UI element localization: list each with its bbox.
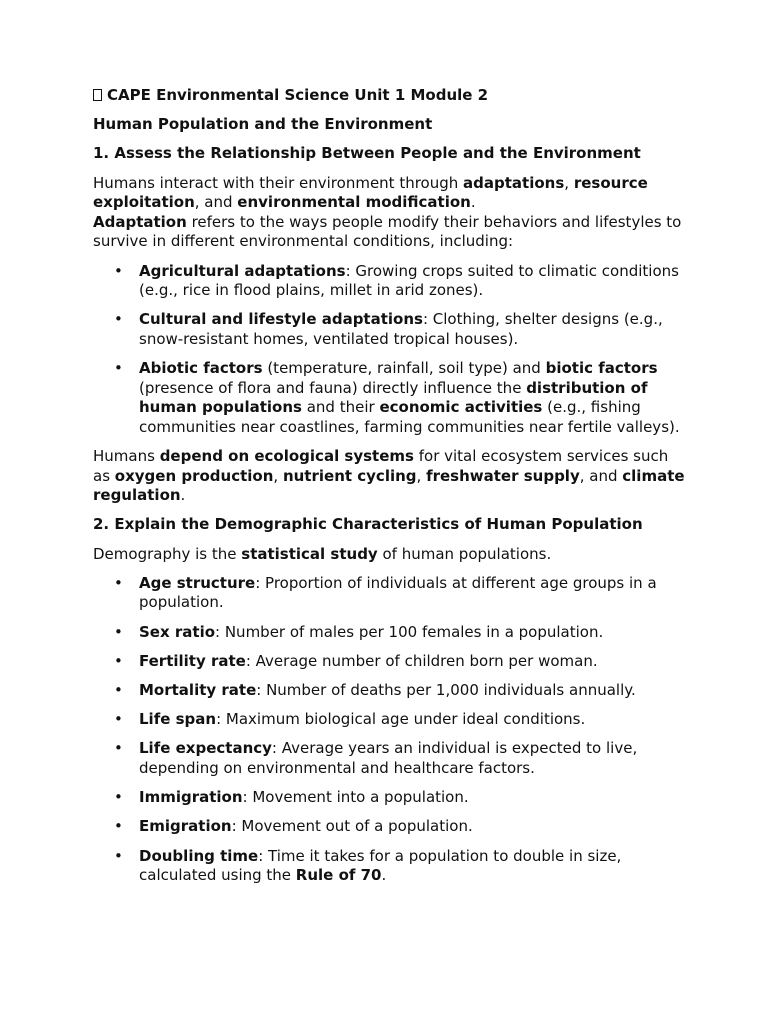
text-run: .: [180, 486, 186, 505]
section-1-intro-paragraph: [93, 174, 688, 252]
bold-term: economic activities: [379, 398, 543, 417]
text-run: (temperature, rainfall, soil type) and: [262, 359, 546, 378]
text-run: : Time it takes for a population to double in size, calculated using the: [139, 846, 622, 885]
text-run: .: [381, 866, 387, 885]
document-title-text: CAPE Environmental Science Unit 1 Module 2: [107, 86, 489, 104]
bold-term: Fertility rate: [139, 651, 246, 670]
bold-term: Immigration: [139, 788, 243, 807]
bold-term: oxygen production: [114, 466, 274, 485]
bullet-marker: •: [114, 573, 123, 592]
bullet-marker: •: [114, 359, 123, 378]
text-run: Humans interact with their environment through: [93, 173, 464, 192]
text-run: for vital ecosystem services such as: [93, 447, 669, 485]
bold-term: Abiotic factors: [139, 359, 263, 378]
bullet-marker: •: [114, 622, 123, 641]
bold-term: resource exploitation: [93, 173, 648, 212]
bold-term: Life expectancy: [139, 739, 272, 758]
list-item: [93, 788, 688, 808]
bold-term: Doubling time: [139, 846, 259, 865]
text-run: (presence of flora and fauna) directly influence the: [139, 378, 527, 397]
text-run: : Growing crops suited to climatic conditions (e.g., rice in flood plains, millet in arid zones).: [139, 261, 679, 300]
bold-term: nutrient cycling: [282, 466, 417, 485]
section-1-bullet-list: [93, 262, 688, 438]
text-run: ,: [564, 173, 574, 192]
text-run: .: [470, 193, 476, 212]
bullet-marker: •: [114, 651, 123, 670]
bold-term: Cultural and lifestyle adaptations: [139, 310, 423, 329]
text-run: ,: [416, 466, 427, 485]
bullet-marker: •: [114, 846, 123, 865]
bold-term: Mortality rate: [139, 680, 257, 699]
bullet-marker: •: [114, 310, 123, 329]
list-item: [93, 817, 688, 837]
list-item: [93, 310, 688, 349]
text-run: of human populations.: [377, 544, 552, 563]
bold-term: Emigration: [139, 817, 232, 836]
bullet-marker: •: [114, 680, 123, 699]
text-run: Demography is the: [93, 544, 242, 563]
bold-term: environmental modification: [237, 193, 471, 212]
bold-term: Sex ratio: [139, 622, 216, 641]
section-2-heading: 2. Explain the Demographic Characteristics of Human Population: [93, 515, 643, 534]
text-run: (e.g., fishing communities near coastlines, farming communities near fertile valleys).: [139, 398, 680, 436]
text-run: Humans: [93, 447, 160, 466]
list-item: [93, 652, 688, 672]
missing-glyph-icon: [93, 89, 102, 101]
text-run: ,: [273, 466, 283, 485]
text-run: : Maximum biological age under ideal conditions.: [216, 710, 586, 729]
text-run: refers to the ways people modify their behaviors and lifestyles to survive in different environmental conditions, including:: [93, 212, 682, 251]
text-run: and their: [301, 398, 380, 417]
text-run: : Average years an individual is expected to live, depending on environmental and healthcare factors.: [139, 739, 638, 777]
bullet-marker: •: [114, 788, 123, 807]
bold-term: biotic factors: [545, 359, 658, 378]
list-item: [93, 359, 688, 437]
list-item: [93, 710, 688, 730]
bold-term: depend on ecological systems: [159, 447, 414, 466]
bullet-marker: •: [114, 710, 123, 729]
document-subtitle: Human Population and the Environment: [93, 115, 433, 134]
bullet-marker: •: [114, 261, 123, 280]
list-item: [93, 847, 688, 886]
bold-term: Adaptation: [93, 212, 187, 231]
bullet-marker: •: [114, 739, 123, 758]
bold-term: Life span: [139, 710, 217, 729]
bold-term: Rule of 70: [295, 866, 382, 885]
list-item: [93, 262, 688, 301]
bold-term: climate regulation: [93, 466, 685, 505]
section-2-bullet-list: [93, 574, 688, 886]
section-1-closing-paragraph: [93, 447, 688, 506]
text-run: : Proportion of individuals at different age groups in a population.: [139, 573, 657, 612]
bold-term: Agricultural adaptations: [139, 261, 346, 280]
text-run: : Clothing, shelter designs (e.g., snow-resistant homes, ventilated tropical houses).: [139, 310, 663, 348]
text-run: , and: [194, 193, 238, 212]
list-item: [93, 623, 688, 643]
text-run: : Number of deaths per 1,000 individuals annually.: [256, 680, 636, 699]
section-2-intro-paragraph: [93, 545, 688, 565]
text-run: : Movement out of a population.: [231, 817, 473, 836]
text-run: : Movement into a population.: [242, 788, 469, 807]
text-run: : Average number of children born per woman.: [245, 651, 598, 670]
document-content: [93, 86, 688, 895]
section-1-heading: 1. Assess the Relationship Between People and the Environment: [93, 144, 641, 163]
bold-term: distribution of human populations: [139, 378, 648, 417]
text-run: , and: [579, 466, 623, 485]
list-item: [93, 574, 688, 613]
bullet-marker: •: [114, 817, 123, 836]
bold-term: statistical study: [241, 544, 378, 563]
bold-term: Age structure: [139, 573, 256, 592]
document-title: [93, 86, 688, 106]
list-item: [93, 681, 688, 701]
bold-term: adaptations: [463, 173, 565, 192]
bold-term: freshwater supply: [426, 466, 580, 485]
list-item: [93, 739, 688, 778]
text-run: : Number of males per 100 females in a population.: [215, 622, 604, 641]
